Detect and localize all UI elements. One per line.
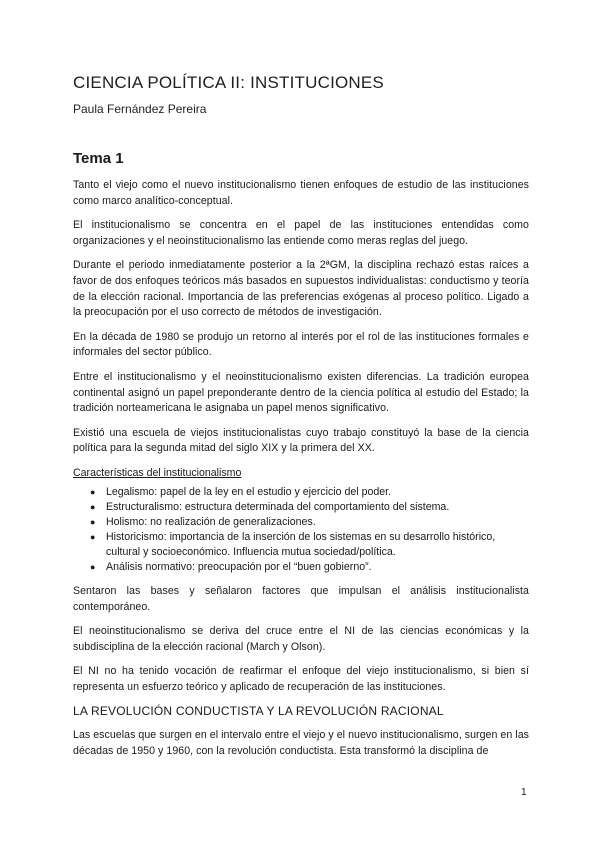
subheading: Características del institucionalismo <box>73 466 242 479</box>
list-item-text: Análisis normativo: preocupación por el “buen gobierno”. <box>106 560 372 573</box>
bullet-icon: ● <box>90 516 96 527</box>
section-heading: Tema 1 <box>73 150 124 167</box>
paragraph: Entre el institucionalismo y el neoinstitucionalismo existen diferencias. La tradición europea continental asignó un papel preponderante dentro de la ciencia política al estudio del Estado; la tradición norteamericana le asignaba un papel menos significativo. <box>73 370 529 415</box>
list-item-text: Legalismo: papel de la ley en el estudio y ejercicio del poder. <box>106 485 392 498</box>
author-name: Paula Fernández Pereira <box>73 102 207 116</box>
list-item-text: Holismo: no realización de generalizaciones. <box>106 515 316 528</box>
list-item-text: Estructuralismo: estructura determinada del comportamiento del sistema. <box>106 500 450 513</box>
list-item <box>90 500 529 515</box>
document-title: CIENCIA POLÍTICA II: INSTITUCIONES <box>73 73 384 92</box>
document-body <box>73 150 529 769</box>
list-item-text: Historicismo: importancia de la inserción de los sistemas en su desarrollo histórico, cultural y socioeconómico. Influencia mutua sociedad/política. <box>106 530 496 558</box>
paragraph: El institucionalismo se concentra en el papel de las instituciones entendidas como organizaciones y el neoinstitucionalismo las entiende como meras reglas del juego. <box>73 219 529 247</box>
bullet-icon: ● <box>90 501 96 512</box>
paragraph: Existió una escuela de viejos institucionalistas cuyo trabajo constituyó la base de la ciencia política para la segunda mitad del siglo XIX y la primera del XX. <box>73 426 529 455</box>
paragraph: Las escuelas que surgen en el intervalo entre el viejo y el nuevo institucionalismo, surgen en las décadas de 1950 y 1960, con la revolución conductista. Esta transformó la disciplina de <box>73 729 529 758</box>
paragraph: Sentaron las bases y señalaron factores que impulsan el análisis institucionalista contemporáneo. <box>73 584 529 613</box>
list-item <box>90 530 529 560</box>
list-item <box>90 515 529 530</box>
list-item <box>90 560 529 575</box>
paragraph: El NI no ha tenido vocación de reafirmar el enfoque del viejo institucionalismo, si bien sí representa un esfuerzo teórico y aplicado de recuperación de las instituciones. <box>73 665 529 693</box>
paragraph: Tanto el viejo como el nuevo institucionalismo tienen enfoques de estudio de las instituciones como marco analítico-conceptual. <box>73 179 529 207</box>
paragraph: En la década de 1980 se produjo un retorno al interés por el rol de las instituciones formales e informales del sector público. <box>73 330 529 359</box>
paragraph: Durante el periodo inmediatamente posterior a la 2ªGM, la disciplina rechazó estas raíces a favor de dos enfoques teóricos más basados en supuestos individualistas: conductismo y teoría de la elección racional. Importancia de las preferencias exógenas al proceso político. Ligado a la preocupación por el uso correcto de métodos de investigación. <box>73 259 529 319</box>
bullet-icon: ● <box>90 531 96 542</box>
bullet-icon: ● <box>90 561 96 572</box>
page-number: 1 <box>521 787 527 798</box>
section-title: LA REVOLUCIÓN CONDUCTISTA Y LA REVOLUCIÓN RACIONAL <box>73 704 444 719</box>
bullet-list <box>73 485 529 575</box>
bullet-icon: ● <box>90 486 96 497</box>
list-item <box>90 485 529 500</box>
paragraph: El neoinstitucionalismo se deriva del cruce entre el NI de las ciencias económicas y la subdisciplina de la elección racional (March y Olson). <box>73 625 529 653</box>
